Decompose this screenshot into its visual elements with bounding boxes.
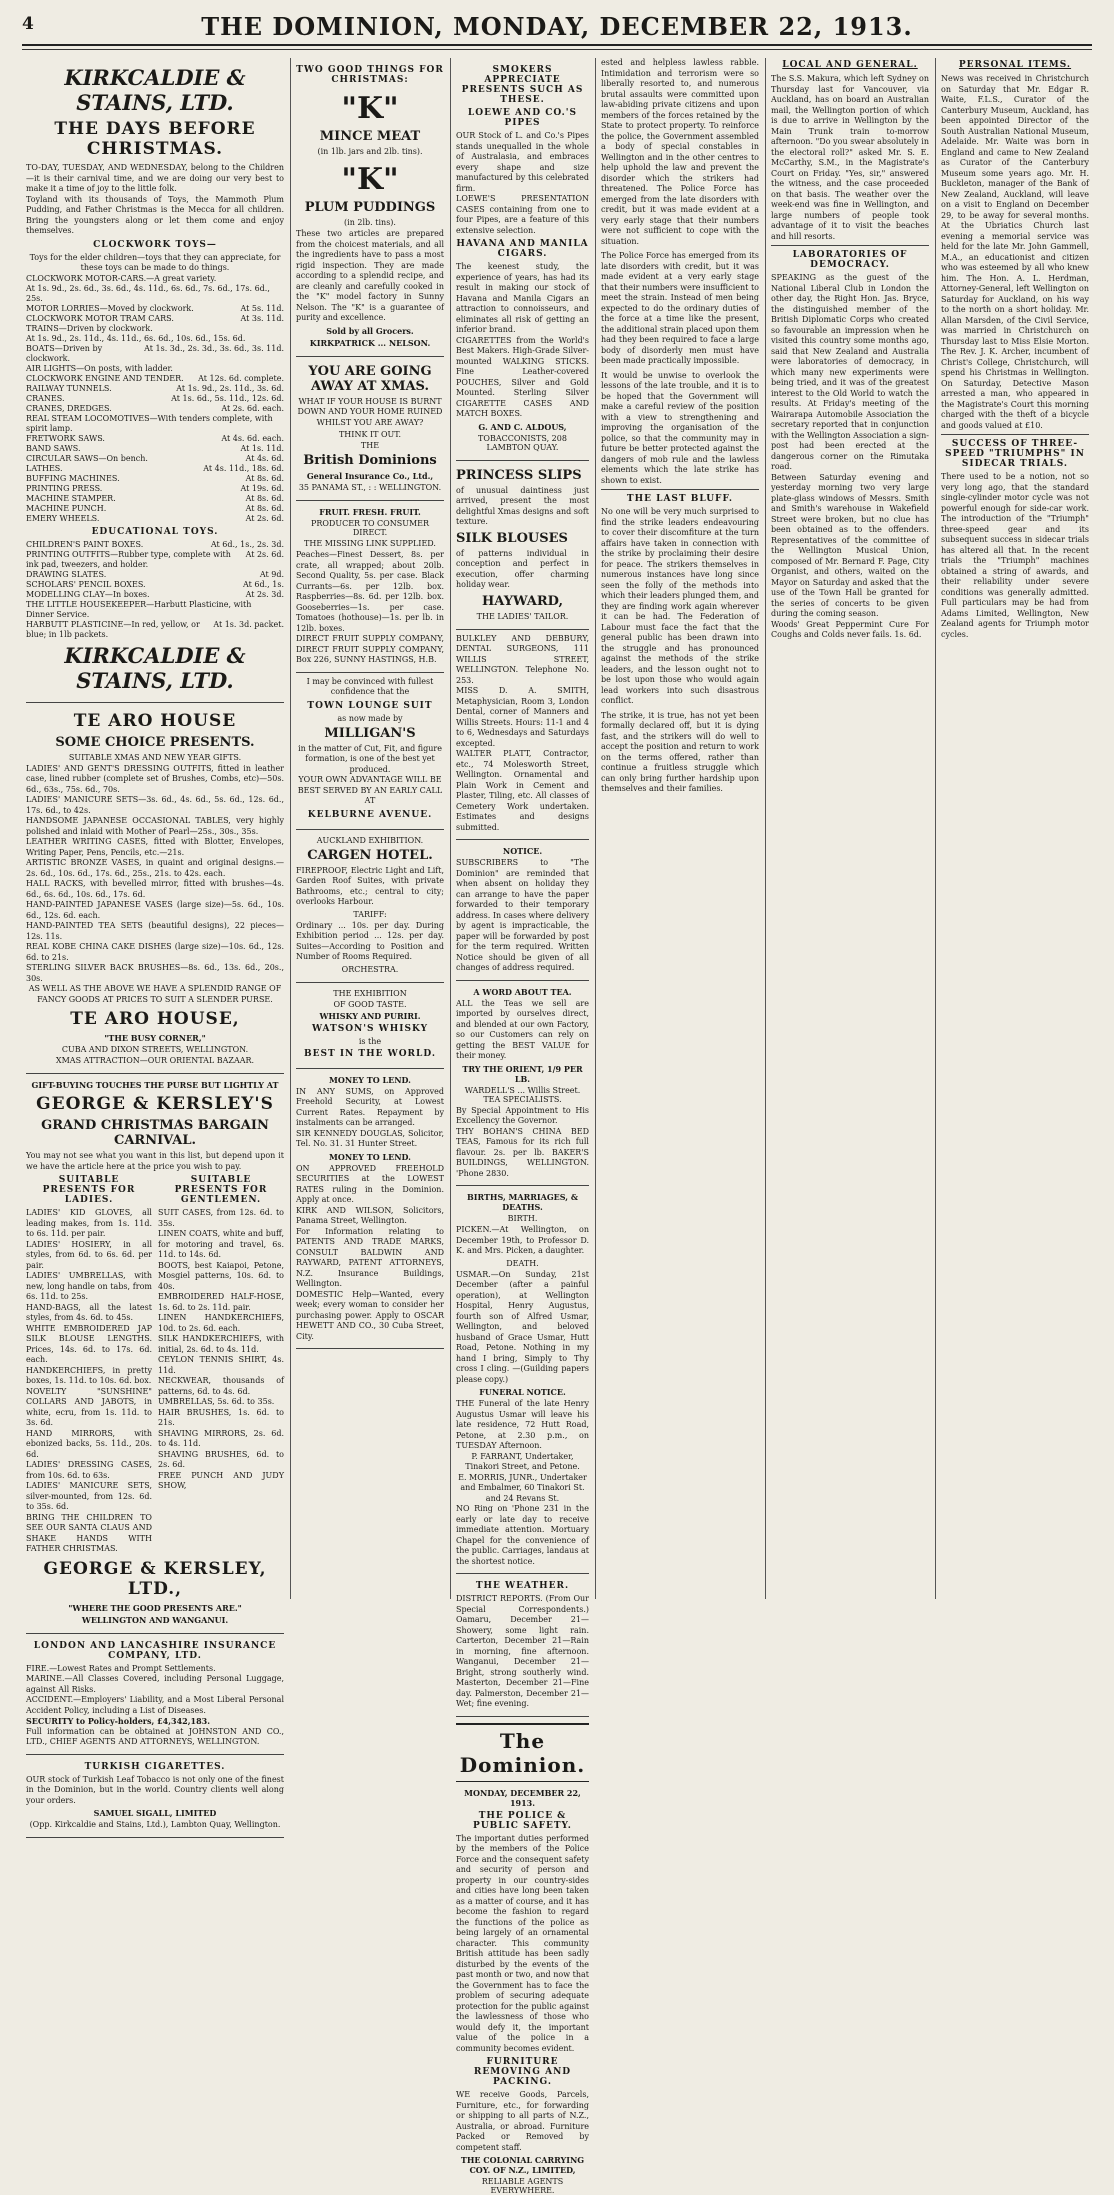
list-item [26, 414, 284, 434]
domestic: DOMESTIC Help—Wanted, every week; every woman to consider her purchasing power. Apply to OSCAR HEWETT AND CO., 30 Cuba Street, City. [296, 1290, 444, 1343]
dominion-nameplate: The Dominion. [456, 1723, 589, 1782]
item-name: CIRCULAR SAWS—On bench. [26, 454, 148, 464]
masthead-rule [22, 49, 1092, 50]
cargen-auckland: AUCKLAND EXHIBITION. [296, 836, 444, 845]
item-price: At 1s. 3d. packet. [213, 620, 284, 640]
item-price: At 8s. 6d. [246, 504, 284, 514]
list-item: LEATHER WRITING CASES, fitted with Blotter, Envelopes, Writing Paper, Pens, Pencils, etc.—21s. [26, 837, 284, 858]
item-price: At 8s. 6d. [246, 494, 284, 504]
list-item: LADIES' MANICURE SETS, silver-mounted, from 12s. 6d. to 35s. 6d. [26, 1481, 152, 1513]
turkish-address: (Opp. Kirkcaldie and Stains, Ltd.), Lambton Quay, Wellington. [26, 1820, 284, 1829]
item-price: At 12s. 6d. complete. [198, 374, 284, 384]
list-item [26, 454, 284, 464]
funeral-morris-body: NO Ring on 'Phone 231 in the early or late day to receive immediate attention. Mortuary Chapel for the convenience of the public. Carriages, landaus at the shortest notice. [456, 1504, 589, 1567]
fruit-heading: FRUIT. FRESH. FRUIT. [296, 507, 444, 517]
list-item [26, 474, 284, 484]
cargen-name: CARGEN HOTEL. [296, 848, 444, 863]
aldous-havana-body: The keenest study, the experience of years, has had its result in making our stock of Havana and Manila Cigars an attraction to connoisseurs, and eliminates all risk of getting an inferior brand. [456, 262, 589, 336]
george-ad [26, 1074, 284, 1634]
watsons-name: WATSON'S WHISKY [296, 1024, 444, 1034]
weather-section [456, 1574, 589, 1717]
editorial-text: The Police Force has emerged from its late disorders with credit, but it was made evident at a very early stage that their numbers were insufficient to meet the strain. Instead of men being expected to do the ordinary duties of the force at a time like the present, the additional strain placed upon them had they been required to face a large body of disorderly men must have been made practically impossible. [601, 251, 759, 367]
kirkcaldie-name: KIRKCALDIE & STAINS, LTD. [26, 65, 284, 115]
police-body: The important duties performed by the members of the Police Force and the consequent safety and security of person and property in our country-sides and cities have long been taken as a matter of course, and it has become the fashion to regard the functions of the police as being largely of an ornamental character. This community British attitude has been sadly disturbed by the events of the past month or two, and now that the Government has to face the problem of securing adequate protection for the public against the lawlessness of those who would defy it, the important value of the police in a community becomes evident. [456, 1834, 589, 2055]
small-ads [456, 630, 589, 841]
educational-list [26, 540, 284, 640]
money-sig: SIR KENNEDY DOUGLAS, Solicitor, Tel. No. 31. 31 Hunter Street. [296, 1129, 444, 1150]
item-name: BOATS—Driven by clockwork. [26, 344, 140, 364]
milligans-convinced: I may be convinced with fullest confidence that the [296, 677, 444, 698]
house-burnt: WHAT IF YOUR HOUSE IS BURNT DOWN AND YOUR HOME RUINED WHILST YOU ARE AWAY? [296, 397, 444, 429]
list-item: REAL KOBE CHINA CAKE DISHES (large size)—10s. 6d., 12s. 6d. to 21s. [26, 942, 284, 963]
list-item: HANDKERCHIEFS, in pretty boxes, 1s. 11d. to 10s. 6d. box. [26, 1366, 152, 1387]
item-price: At 19s. 6d. [240, 484, 284, 494]
kirkcaldie-name-bottom: KIRKCALDIE & STAINS, LTD. [26, 643, 284, 693]
george-closing-right: FREE PUNCH AND JUDY SHOW, [158, 1471, 284, 1492]
hayward-name: HAYWARD, [456, 594, 589, 609]
item-name: MACHINE STAMPER. [26, 494, 116, 504]
insurance-info: Full information can be obtained at JOHNSTON AND CO., LTD., CHIEF AGENTS AND ATTORNEYS, WELLINGTON. [26, 1727, 284, 1748]
local-heading: LOCAL AND GENERAL. [771, 60, 929, 70]
k-plum: PLUM PUDDINGS [296, 200, 444, 215]
list-item [26, 324, 284, 334]
turkish-body: OUR stock of Turkish Leaf Tobacco is not only one of the finest in the Dominion, but in the world. Country clients well along your orders. [26, 1775, 284, 1807]
item-name: CRANES. [26, 394, 65, 404]
k-logo: "K" [296, 162, 444, 197]
watsons-whisky-puriri: WHISKY AND PURIRI. [296, 1011, 444, 1021]
bulkley-ad: BULKLEY AND DEBBURY, DENTAL SURGEONS, 111 WILLIS STREET, WELLINGTON. Telephone No. 253. [456, 634, 589, 687]
kirkcaldie-headline: THE DAYS BEFORE CHRISTMAS. [26, 119, 284, 159]
item-name: BUFFING MACHINES. [26, 474, 120, 484]
cargen-body: FIREPROOF, Electric Light and Lift, Garden Roof Suites, with private Bathrooms, etc.; central to city; overlooks Harbour. [296, 866, 444, 908]
list-item [26, 374, 284, 384]
milligans-adv: YOUR OWN ADVANTAGE WILL BE BEST SERVED BY AN EARLY CALL AT [296, 775, 444, 807]
british-address: 35 PANAMA ST., : : WELLINGTON. [296, 483, 444, 492]
item-name: At 1s. 9d., 2s. 11d., 4s. 11d., 6s. 6d., 10s. 6d., 15s. 6d. [26, 334, 245, 344]
notice [456, 840, 589, 981]
list-item [26, 590, 284, 600]
funeral-heading: FUNERAL NOTICE. [456, 1387, 589, 1397]
item-name: PRINTING PRESS. [26, 484, 102, 494]
item-name: MOTOR LORRIES—Moved by clockwork. [26, 304, 194, 314]
cargen-tariff-body: Ordinary ... 10s. per day. During Exhibition period ... 12s. per day. Suites—According to Position and Number of Rooms Required. [296, 921, 444, 963]
ladies-list [26, 1208, 152, 1513]
fruit-ad [296, 501, 444, 673]
money-heading: MONEY TO LEND. [296, 1075, 444, 1085]
death-body: USMAR.—On Sunday, 21st December (after a painful operation), at Wellington Hospital, Henry Augustus, fourth son of Alfred Usmar, Wellington, and beloved husband of Grace Usmar, Hutt Road, Petone. Nothing in my hand I bring, Simply to Thy cross I cling. —(Guilding papers please copy.) [456, 1270, 589, 1386]
watsons-best: BEST IN THE WORLD. [296, 1049, 444, 1059]
smith-ad: MISS D. A. SMITH, Metaphysician, Room 3, London Dental, corner of Manners and Willis Streets. Hours: 11-1 and 4 to 6, Wednesdays and Saturdays excepted. [456, 686, 589, 749]
item-price: At 2s. 6d. each. [221, 404, 284, 414]
tearo-attraction: XMAS ATTRACTION—OUR ORIENTAL BAZAAR. [26, 1056, 284, 1065]
insurance-security: SECURITY to Policy-holders, £4,342,183. [26, 1716, 284, 1727]
list-item [26, 284, 284, 304]
tea-heading: A WORD ABOUT TEA. [456, 987, 589, 997]
tearo-name: TE ARO HOUSE [26, 711, 284, 731]
hayward-princess-body: of unusual daintiness just arrived, present the most delightful Xmas designs and soft texture. [456, 486, 589, 528]
k-logo: "K" [296, 91, 444, 126]
k-brand-ad [296, 58, 444, 357]
item-name: CLOCKWORK ENGINE AND TENDER. [26, 374, 184, 384]
list-item [26, 464, 284, 474]
george-tag: "WHERE THE GOOD PRESENTS ARE." [26, 1603, 284, 1613]
kirkcaldie-intro: Toyland with its thousands of Toys, the Mammoth Plum Pudding, and Father Christmas is the Mecca for all children. Bring the youngsters along or let them come and enjoy themselves. [26, 195, 284, 237]
k-plum-sub: (in 2lb. tins). [296, 218, 444, 227]
british-dominions-ad [296, 357, 444, 502]
births-heading: BIRTHS, MARRIAGES, & DEATHS. [456, 1192, 589, 1212]
k-mince: MINCE MEAT [296, 129, 444, 144]
list-item [26, 494, 284, 504]
london-insurance-name: LONDON AND LANCASHIRE INSURANCE COMPANY, LTD. [26, 1641, 284, 1661]
watsons-ad [296, 983, 444, 1069]
milligans-name: MILLIGAN'S [296, 726, 444, 741]
list-item [26, 274, 284, 284]
general-insurance: General Insurance Co., Ltd., [296, 471, 444, 481]
local-body: The S.S. Makura, which left Sydney on Thursday last for Vancouver, via Auckland, has on board an Australian mail, the Wellington portion of which is due to arrive in Wellington by the Main Trunk train to-morrow afternoon. "Do you swear absolutely in the electoral roll?" asked Mr. S. E. McCarthy, S.M., in the Magistrate's Court on Friday. "Yes, sir," answered the witness, and the case proceeded on that basis. The weather over the week-end was fine in Wellington, and large numbers of people took advantage of it to visit the beaches and hill resorts. [771, 74, 929, 242]
list-item: HAND-PAINTED JAPANESE VASES (large size)—5s. 6d., 10s. 6d., 12s. 6d. each. [26, 900, 284, 921]
list-item [26, 434, 284, 444]
aldous-havana: HAVANA AND MANILA CIGARS. [456, 239, 589, 259]
item-name: MODELLING CLAY—In boxes. [26, 590, 150, 600]
k-mince-sub: (in 1lb. jars and 2lb. tins). [296, 147, 444, 156]
item-price: At 5s. 11d. [240, 304, 284, 314]
list-item [26, 514, 284, 524]
hayward-silk-body: of patterns individual in conception and perfect in execution, offer charming holiday wear. [456, 549, 589, 591]
kirkcaldie-intro: TO-DAY, TUESDAY, AND WEDNESDAY, belong to the Children—it is their carnival time, and we are doing our very best to make it a time of joy to the little folk. [26, 163, 284, 195]
tearo-name-2: TE ARO HOUSE, [26, 1009, 284, 1029]
police-heading: THE POLICE & PUBLIC SAFETY. [456, 1811, 589, 1831]
tea-try: TRY THE ORIENT, 1/9 PER LB. [456, 1064, 589, 1084]
item-price: At 4s. 6d. each. [221, 434, 284, 444]
masthead [22, 10, 1092, 46]
list-item: BOOTS, best Kaiapoi, Petone, Mosgiel patterns, 10s. 6d. to 40s. [158, 1261, 284, 1293]
kirkcaldie-ad [26, 58, 284, 703]
item-name: MACHINE PUNCH. [26, 504, 106, 514]
aldous-smokers: SMOKERS APPRECIATE PRESENTS SUCH AS THESE. [456, 65, 589, 105]
money2-heading: MONEY TO LEND. [296, 1152, 444, 1162]
colonial-name: THE COLONIAL CARRYING COY. OF N.Z., LIMITED, [456, 2155, 589, 2175]
george-towns: WELLINGTON AND WANGANUI. [26, 1615, 284, 1625]
list-item: HAND MIRRORS, with ebonized backs, 5s. 11d., 20s. 6d. [26, 1429, 152, 1461]
item-price: At 9d. [260, 570, 284, 580]
list-item [26, 570, 284, 580]
success-heading: SUCCESS OF THREE-SPEED "TRIUMPHS" IN SIDECAR TRIALS. [941, 434, 1089, 469]
british-name: British Dominions [296, 453, 444, 468]
column-4 [595, 58, 765, 1599]
bluff-heading: THE LAST BLUFF. [601, 489, 759, 504]
item-name: CLOCKWORK MOTOR-CARS.—A great variety. [26, 274, 216, 284]
local-body-2: Between Saturday evening and yesterday morning two very large plate-glass windows of Messrs. Smith and Smith's warehouse in Wakefield Street were broken, but no clue has been obtained as to the offenders. Representatives of the committee of the Wellington Musical Union, composed of Mr. Bernard F. Page, City Organist, and others, waited on the Mayor on Saturday and asked that the use of the Town Hall be granted for the series of concerts to be given during the coming season. [771, 473, 929, 620]
list-item: SILK HANDKERCHIEFS, with initial, 2s. 6d. to 4s. 11d. [158, 1334, 284, 1355]
milligans-ad [296, 673, 444, 830]
funeral-morris: E. MORRIS, JUNR., Undertaker and Embalmer, 60 Tinakori St. and 24 Revans St. [456, 1473, 589, 1505]
list-item [26, 484, 284, 494]
think-it-out: THINK IT OUT. [296, 430, 444, 439]
notice-heading: NOTICE. [456, 846, 589, 856]
educational-heading: EDUCATIONAL TOYS. [26, 527, 284, 537]
bluff-body: The strike, it is true, has not yet been formally declared off, but it is dying fast, and the strikers will do well to accept the position and return to work on the terms offered, rather than continue a fruitless struggle which can only bring further hardship upon themselves and their families. [601, 711, 759, 795]
list-item [26, 344, 284, 364]
funeral-body: THE Funeral of the late Henry Augustus Usmar will leave his late residence, 72 Hutt Road, Petone, at 2.30 p.m., on TUESDAY Afternoon. [456, 1399, 589, 1452]
list-item [26, 404, 284, 414]
aldous-name: G. AND C. ALDOUS, [456, 422, 589, 432]
fruit-missing: THE MISSING LINK SUPPLIED. [296, 539, 444, 548]
tearo-address: CUBA AND DIXON STREETS, WELLINGTON. [26, 1045, 284, 1054]
item-price: At 2s. 6d. [246, 514, 284, 524]
bluff-body: No one will be very much surprised to find the strike leaders endeavouring to cover their discomfiture at the turn affairs have taken in connection with the strike by proclaiming their desire for peace. The strikers themselves in numerous instances have long since seen the folly of the methods into which their leaders plunged them, and they are finding work again wherever it can be had. The Federation of Labour must face the fact that the general public has been drawn into the struggle and has pronounced against the methods of the strike leaders, and the lesson ought not to be lost upon those who would again lead workers into such disastrous conflict. [601, 507, 759, 707]
list-item: NOVELTY "SUNSHINE" COLLARS AND JABOTS, in white, ecru, from 1s. 11d. to 3s. 6d. [26, 1387, 152, 1429]
item-name: HARBUTT PLASTICINE—In red, yellow, or blue; in 1lb packets. [26, 620, 209, 640]
success-body: There used to be a notion, not so very long ago, that the standard single-cylinder motor cycle was not powerful enough for side-car work. The introduction of the "Triumph" three-speed gear and its subsequent success in sidecar trials has altered all that. In the recent trials the "Triumph" machines obtained a string of awards, and their reliability under severe conditions was generally admitted. Full particulars may be had from Adams Limited, Wellington, New Zealand agents for Triumph motor cycles. [941, 472, 1089, 640]
item-name: AIR LIGHTS—On posts, with ladder. [26, 364, 173, 374]
list-item [26, 550, 284, 570]
personal-body: News was received in Christchurch on Saturday that Mr. Edgar R. Waite, F.L.S., Curator of the Canterbury Museum, Auckland, has been appointed Director of the South Australian National Museum, Adelaide. Mr. Waite was born in England and came to New Zealand as Curator of the Canterbury Museum some years ago. Mr. H. Buckleton, manager of the Bank of New Zealand, Auckland, will leave on a visit to England on December 29, to be away for several months. At the Ubriatics Church last evening a memorial service was held for the late Mr. John Gammell, M.A., an educationist and citizen who was esteemed by all who knew him. The Hon. A. L. Herdman, Attorney-General, left Wellington on Saturday for Auckland, on his way to the north on a short holiday. Mr. Allan Marsden, of the Civil Service, was married in Christchurch on Thursday last to Miss Elsie Morton. The Rev. J. K. Archer, incumbent of Christ's College, Christchurch, will spend his Christmas in Wellington. On Saturday, Detective Mason arrested a man, who appeared in the Magistrate's Court this morning charged with the theft of a bicycle and goods valued at £10. [941, 74, 1089, 431]
item-name: THE LITTLE HOUSEKEEPER—Harbutt Plasticine, with Dinner Service. [26, 600, 280, 620]
column-2 [290, 58, 450, 1599]
item-name: PRINTING OUTFITS—Rubber type, complete with ink pad, tweezers, and holder. [26, 550, 242, 570]
ladies-heading: SUITABLE PRESENTS FOR LADIES. [26, 1175, 152, 1205]
tearo-headline: SOME CHOICE PRESENTS. [26, 735, 284, 750]
list-item: SHAVING BRUSHES, 6d. to 2s. 6d. [158, 1450, 284, 1471]
column-3 [450, 58, 595, 1599]
george-name-bottom: GEORGE & KERSLEY, LTD., [26, 1559, 284, 1599]
list-item: UMBRELLAS, 5s. 6d. to 35s. [158, 1397, 284, 1408]
gents-heading: SUITABLE PRESENTS FOR GENTLEMEN. [158, 1175, 284, 1205]
watsons-is-the: is the [296, 1037, 444, 1046]
item-name: At 1s. 9d., 2s. 6d., 3s. 6d., 4s. 11d., 6s. 6d., 7s. 6d., 17s. 6d., 25s. [26, 284, 280, 304]
editorial [456, 1723, 589, 2195]
item-price: At 1s. 3d., 2s. 3d., 3s. 6d., 3s. 11d. [144, 344, 284, 364]
item-price: At 6d., 1s. [243, 580, 284, 590]
colonial-reliable: RELIABLE AGENTS EVERYWHERE. [456, 2177, 589, 2195]
birth-body: PICKEN.—At Wellington, on December 19th, to Professor D. K. and Mrs. Picken, a daughter. [456, 1225, 589, 1257]
list-item: ARTISTIC BRONZE VASES, in quaint and original designs.—2s. 6d., 10s. 6d., 17s. 6d., 25s., 21s. to 42s. each. [26, 858, 284, 879]
weather-heading: THE WEATHER. [456, 1581, 589, 1591]
aldous-loewe-cases: LOEWE'S PRESENTATION CASES containing from one to four Pipes, are a feature of this extensive selection. [456, 194, 589, 236]
turkish-signature: SAMUEL SIGALL, LIMITED [26, 1808, 284, 1818]
list-item [26, 384, 284, 394]
list-item: LADIES' UMBRELLAS, with new, long handle on tabs, from 6s. 11d. to 25s. [26, 1271, 152, 1303]
item-price: At 1s. 9d., 2s. 11d., 3s. 6d. [176, 384, 284, 394]
furniture-heading: FURNITURE REMOVING AND PACKING. [456, 2057, 589, 2087]
woods-ad: Woods' Great Peppermint Cure For Coughs and Colds never fails. 1s. 6d. [771, 620, 929, 641]
george-closing: BRING THE CHILDREN TO SEE OUR SANTA CLAUS AND SHAKE HANDS WITH FATHER CHRISTMAS. [26, 1513, 152, 1555]
milligans-kelburne: KELBURNE AVENUE. [296, 810, 444, 820]
list-item [26, 394, 284, 404]
editorial-text: It would be unwise to overlook the lessons of the late trouble, and it is to be hoped that the Government will make a careful review of the position with a view to strengthening and improving the organisation of the police, so that the community may in future be better protected against the dangers of mob rule and the lawless elements which the late strike has shown to exist. [601, 371, 759, 487]
item-name: CHILDREN'S PAINT BOXES. [26, 540, 143, 550]
editorial-text: ested and helpless lawless rabble. Intimidation and terrorism were so liberally resorted to, and numerous brutal assaults were committed upon law-abiding private citizens and upon members of the forces retained by the State to protect property. To reinforce the police, the Government assembled a body of special constables in Wellington and in the other centres to help uphold the law and prevent the disorder which the strikers had threatened. The Police Force has emerged from the late disorders with credit, but it was made evident at a very early stage that their numbers were not sufficient to cope with the situation. [601, 58, 759, 247]
tea-body: ALL the Teas we sell are imported by ourselves direct, and blended at our own Factory, so our Customers can rely on getting the BEST VALUE for their money. [456, 999, 589, 1062]
list-item [26, 580, 284, 590]
item-price: At 6d., 1s., 2s. 3d. [211, 540, 284, 550]
item-name: DRAWING SLATES. [26, 570, 106, 580]
item-name: CRANES, DREDGES. [26, 404, 112, 414]
list-item: SUIT CASES, from 12s. 6d. to 35s. [158, 1208, 284, 1229]
item-name: SCHOLARS' PENCIL BOXES. [26, 580, 146, 590]
clockwork-list [26, 274, 284, 524]
tea-wardell: WARDELL'S ... Willis Street. TEA SPECIALISTS. [456, 1086, 589, 1104]
personal-heading: PERSONAL ITEMS. [941, 60, 1089, 70]
masthead-title: THE DOMINION, MONDAY, DECEMBER 22, 1913. [22, 12, 1092, 41]
lab-body: SPEAKING as the guest of the National Liberal Club in London the other day, the Right Hon. Jas. Bryce, the distinguished member of the British Diplomatic Corps who created so favourable an impression when he visited this country some months ago, said that New Zealand and Australia were laboratories of democracy, in which many new experiments were being tried, and it was of the greatest interest to the Old World to watch the results. At Friday's meeting of the Wairarapa Automobile Association the secretary reported that in conjunction with the Wellington Association a sign-post had been erected at the dangerous corner on the Rimutaka road. [771, 273, 929, 473]
item-name: CLOCKWORK MOTOR TRAM CARS. [26, 314, 174, 324]
george-headline: GRAND CHRISTMAS BARGAIN CARNIVAL. [26, 1118, 284, 1148]
aldous-ad [456, 58, 589, 461]
list-item: EMBROIDERED HALF-HOSE, 1s. 6d. to 2s. 11d. pair. [158, 1292, 284, 1313]
hayward-silk: SILK BLOUSES [456, 531, 589, 546]
column-6 [935, 58, 1095, 1599]
hayward-ad [456, 461, 589, 630]
insurance-accident: ACCIDENT.—Employers' Liability, and a Most Liberal Personal Accident Policy, including a List of Diseases. [26, 1695, 284, 1716]
lab-heading: LABORATORIES OF DEMOCRACY. [771, 245, 929, 270]
item-name: RAILWAY TUNNELS. [26, 384, 112, 394]
notice-body: SUBSCRIBERS to "The Dominion" are reminded that when absent on holiday they can arrange to have the paper forwarded to their temporary address. In cases where delivery by agent is impracticable, the paper will be forwarded by post for the term required. Written Notice should be given of all changes of address required. [456, 858, 589, 974]
furniture-body: WE receive Goods, Parcels, Furniture, etc., for forwarding or shipping to all parts of N.Z., Australia, or abroad. Furniture Packed or Removed by competent staff. [456, 2090, 589, 2153]
list-item: LADIES' HOSIERY, in all styles, from 6d. to 6s. 6d. per pair. [26, 1240, 152, 1272]
aldous-address: TOBACCONISTS, 208 LAMBTON QUAY. [456, 434, 589, 452]
hayward-tailor: THE LADIES' TAILOR. [456, 612, 589, 621]
list-item: LADIES' DRESSING CASES, from 10s. 6d. to 63s. [26, 1460, 152, 1481]
the-label: THE [296, 441, 444, 450]
fruit-body: Peaches—Finest Dessert, 8s. per crate, all wrapped; about 20lb. Second Quality, 5s. per case. Black Currants—6s. per 12lb. box. Raspberries—8s. 6d. per 12lb. box. Gooseberries—1s. per case. Tomatoes (hothouse)—1s. per lb. in 12lb. boxes. [296, 550, 444, 634]
gents-list [158, 1208, 284, 1471]
item-price: At 2s. 3d. [246, 590, 284, 600]
item-price: At 1s. 6d., 5s. 11d., 12s. 6d. [171, 394, 284, 404]
going-away: YOU ARE GOING AWAY AT XMAS. [296, 364, 444, 394]
item-price: At 1s. 11d. [240, 444, 284, 454]
dominion-date: MONDAY, DECEMBER 22, 1913. [456, 1788, 589, 1808]
fruit-producer: PRODUCER TO CONSUMER DIRECT. [296, 519, 444, 537]
list-item: STERLING SILVER BACK BRUSHES—8s. 6d., 13s. 6d., 20s., 30s. [26, 963, 284, 984]
item-name: BAND SAWS. [26, 444, 81, 454]
item-price: At 4s. 6d. [246, 454, 284, 464]
list-item: LADIES' AND GENT'S DRESSING OUTFITS, fitted in leather case, lined rubber (complete set of Brushes, Combs, etc)—50s. 6d., 63s., 75s. 6d., 70s. [26, 764, 284, 796]
list-item [26, 504, 284, 514]
item-name: EMERY WHEELS. [26, 514, 99, 524]
aldous-loewe: LOEWE AND CO.'S PIPES [456, 108, 589, 128]
list-item [26, 334, 284, 344]
list-item [26, 600, 284, 620]
aldous-cigarettes: CIGARETTES from the World's Best Makers. High-Grade Silver-mounted WALKING STICKS. Fine Leather-covered POUCHES, Silver and Gold Mounted. Sterling Silver CIGARETTE CASES AND MATCH BOXES. [456, 336, 589, 420]
money-body: IN ANY SUMS, on Approved Freehold Security, at Lowest Current Rates. Repayment by instalments can be arranged. [296, 1087, 444, 1129]
weather-body: DISTRICT REPORTS. (From Our Special Correspondents.) Oamaru, December 21—Showery, some light rain. Carterton, December 21—Rain in morning, fine afternoon. Wanganui, December 21—Bright, strong southerly wind. Masterton, December 21—Fine day. Palmerston, December 21—Wet; fine evening. [456, 1594, 589, 1710]
list-item [26, 364, 284, 374]
k-two-good: TWO GOOD THINGS FOR CHRISTMAS: [296, 65, 444, 85]
walter-ad: WALTER PLATT, Contractor, etc., 74 Molesworth Street, Wellington. Ornamental and Plain Work in Cement and Plaster, Tiling, etc. All classes of Cemetery Work undertaken. Estimates and designs submitted. [456, 749, 589, 833]
item-name: FRETWORK SAWS. [26, 434, 105, 444]
k-body: These two articles are prepared from the choicest materials, and all the ingredients have to pass a most rigid inspection. They are made according to a splendid recipe, and are cleanly and carefully cooked in the "K" model factory in Sunny Nelson. The "K" is a guarantee of purity and excellence. [296, 229, 444, 324]
item-name: TRAINS—Driven by clockwork. [26, 324, 153, 334]
wardell-ad [456, 981, 589, 1187]
births-section [456, 1186, 589, 1574]
george-pre: GIFT-BUYING TOUCHES THE PURSE BUT LIGHTLY AT [26, 1080, 284, 1090]
list-item: SHAVING MIRRORS, 2s. 6d. to 4s. 11d. [158, 1429, 284, 1450]
list-item [26, 314, 284, 324]
george-name: GEORGE & KERSLEY'S [26, 1094, 284, 1114]
item-price: At 2s. 6d. [246, 550, 284, 570]
item-name: REAL STEAM LOCOMOTIVES—With tenders complete, with spirit lamp. [26, 414, 280, 434]
watsons-good-taste: OF GOOD TASTE. [296, 1000, 444, 1009]
column-5 [765, 58, 935, 1599]
money2-body: ON APPROVED FREEHOLD SECURITIES at the LOWEST RATES ruling in the Dominion. Apply at once. [296, 1164, 444, 1206]
turkish-heading: TURKISH CIGARETTES. [26, 1762, 284, 1772]
cargen-orchestra: ORCHESTRA. [296, 965, 444, 974]
tea-bohan: THY BOHAN'S CHINA BED TEAS, Famous for its rich full flavour. 2s. per lb. BAKER'S BUILDINGS, WELLINGTON. 'Phone 2830. [456, 1127, 589, 1180]
list-item: LADIES' MANICURE SETS—3s. 6d., 4s. 6d., 5s. 6d., 12s. 6d., 17s. 6d., to 42s. [26, 795, 284, 816]
list-item: LADIES' KID GLOVES, all leading makes, from 1s. 11d. to 6s. 11d. per pair. [26, 1208, 152, 1240]
item-price: At 3s. 11d. [240, 314, 284, 324]
list-item [26, 540, 284, 550]
column-1 [20, 58, 290, 1599]
birth-label: BIRTH. [456, 1214, 589, 1223]
tearo-tagline: "THE BUSY CORNER," [26, 1033, 284, 1043]
insurance-fire: FIRE.—Lowest Rates and Prompt Settlements. [26, 1664, 284, 1675]
turkish-ad [26, 1755, 284, 1839]
list-item: HAIR BRUSHES, 1s. 6d. to 21s. [158, 1408, 284, 1429]
tea-appointment: By Special Appointment to His Excellency the Governor. [456, 1106, 589, 1127]
tearo-sub: SUITABLE XMAS AND NEW YEAR GIFTS. [26, 753, 284, 762]
list-item: LINEN COATS, white and buff, for motoring and travel, 6s. 11d. to 14s. 6d. [158, 1229, 284, 1261]
watsons-the: THE EXHIBITION [296, 989, 444, 998]
fruit-direct: DIRECT FRUIT SUPPLY COMPANY, DIRECT FRUIT SUPPLY COMPANY, Box 226, SUNNY HASTINGS, H.B. [296, 634, 444, 666]
clockwork-heading: CLOCKWORK TOYS— [26, 240, 284, 250]
patents: For Information relating to PATENTS AND TRADE MARKS, CONSULT BALDWIN AND RAYWARD, PATENT ATTORNEYS, N.Z. Insurance Buildings, Wellington. [296, 1227, 444, 1290]
item-price: At 8s. 6d. [246, 474, 284, 484]
clockwork-intro: Toys for the elder children—toys that they can appreciate, for these toys can be made to do things. [26, 253, 284, 274]
london-insurance-ad [26, 1634, 284, 1755]
k-sold: Sold by all Grocers. [296, 326, 444, 336]
k-kirk: KIRKPATRICK ... NELSON. [296, 338, 444, 348]
money-ad [296, 1069, 444, 1350]
funeral-farrant: P. FARRANT, Undertaker, Tinakori Street, and Petone. [456, 1452, 589, 1473]
money2-sig: KIRK AND WILSON, Solicitors, Panama Street, Wellington. [296, 1206, 444, 1227]
list-item: NECKWEAR, thousands of patterns, 6d. to 4s. 6d. [158, 1376, 284, 1397]
list-item [26, 444, 284, 454]
tearo-ad [26, 703, 284, 1075]
cargen-tariff: TARIFF: [296, 910, 444, 919]
cargen-ad [296, 830, 444, 983]
list-item: HANDSOME JAPANESE OCCASIONAL TABLES, very highly polished and inlaid with Mother of Pearl—25s., 30s., 35s. [26, 816, 284, 837]
list-item: HALL RACKS, with bevelled mirror, fitted with brushes—4s. 6d., 6s. 6d., 10s. 6d., 17s. 6d. [26, 879, 284, 900]
hayward-princess: PRINCESS SLIPS [456, 468, 589, 483]
list-item: HAND-BAGS, all the latest styles, from 4s. 6d. to 45s. [26, 1303, 152, 1324]
list-item [26, 304, 284, 314]
list-item: CEYLON TENNIS SHIRT, 4s. 11d. [158, 1355, 284, 1376]
item-name: LATHES. [26, 464, 63, 474]
death-label: DEATH. [456, 1259, 589, 1268]
list-item: LINEN HANDKERCHIEFS, 10d. to 2s. 6d. each. [158, 1313, 284, 1334]
list-item: HAND-PAINTED TEA SETS (beautiful designs), 22 pieces—12s. 11s. [26, 921, 284, 942]
insurance-marine: MARINE.—All Classes Covered, including Personal Luggage, against All Risks. [26, 1674, 284, 1695]
item-price: At 4s. 11d., 18s. 6d. [203, 464, 284, 474]
tearo-closing: AS WELL AS THE ABOVE WE HAVE A SPLENDID RANGE OF FANCY GOODS AT PRICES TO SUIT A SLENDER PURSE. [26, 984, 284, 1005]
tearo-list [26, 764, 284, 985]
george-intro: You may not see what you want in this list, but depend upon it we have the article here at the price you wish to pay. [26, 1151, 284, 1172]
page-number: 4 [22, 14, 34, 34]
list-item: WHITE EMBROIDERED JAP SILK BLOUSE LENGTHS. Prices, 14s. 6d. to 17s. 6d. each. [26, 1324, 152, 1366]
milligans-town: TOWN LOUNGE SUIT [296, 701, 444, 711]
milligans-matter: in the matter of Cut, Fit, and figure formation, is one of the best yet produced. [296, 744, 444, 776]
milligans-now: as now made by [296, 714, 444, 723]
list-item [26, 620, 284, 640]
aldous-loewe-body: OUR Stock of L. and Co.'s Pipes stands unequalled in the whole of Australasia, and embraces every shape and size manufactured by this celebrated firm. [456, 131, 589, 194]
